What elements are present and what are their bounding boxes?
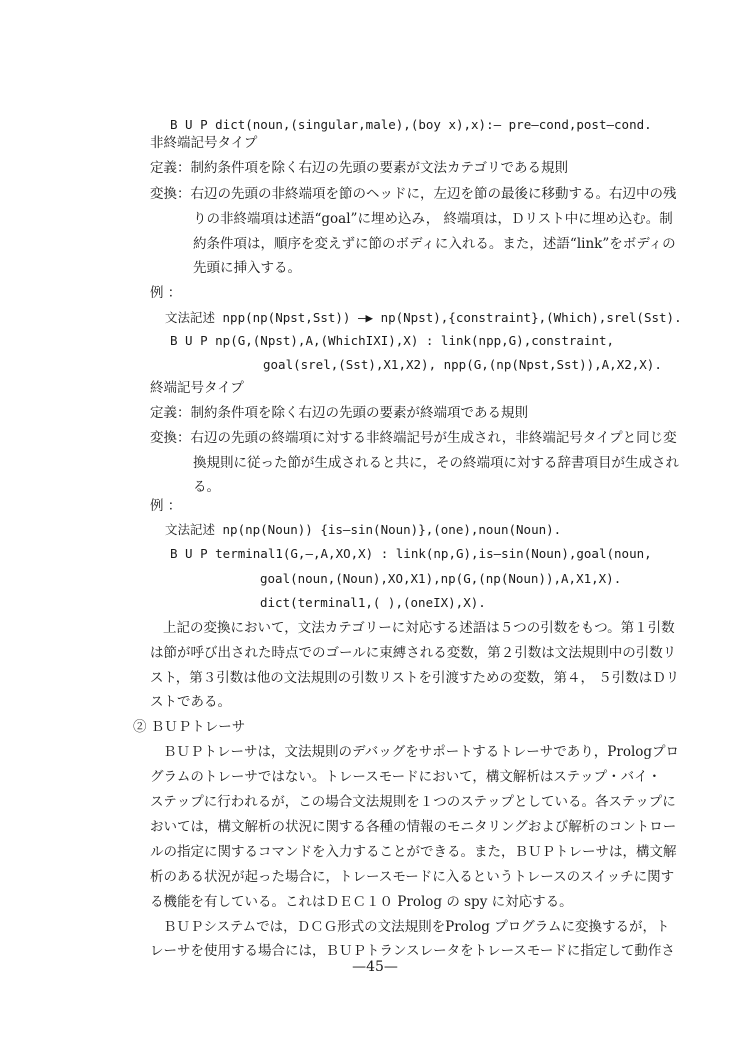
text-line: 換規則に従った節が生成されると共に，その終端項に対する辞書項目が生成され <box>193 455 679 471</box>
text-line: 定義：制約条件項を除く右辺の先頭の要素が終端項である規則 <box>150 405 528 421</box>
text-line: 先頭に挿入する。 <box>193 260 301 276</box>
text-line: 変換：右辺の先頭の終端項に対する非終端記号が生成され，非終端記号タイプと同じ変 <box>150 430 677 446</box>
text-line: は節が呼び出された時点でのゴールに束縛される変数，第２引数は文法規則中の引数リ <box>150 645 677 661</box>
text-line: B U P terminal1(G,—,A,XO,X) : link(np,G),is—sin(Noun),goal(noun, <box>170 546 652 561</box>
text-line: 上記の変換において，文法カテゴリーに対応する述語は５つの引数をもつ。第１引数 <box>163 620 675 636</box>
text-line: ＢＵＰシステムでは，ＤＣＧ形式の文法規則をProlog プログラムに変換するが，ト <box>163 919 670 935</box>
text-line: 例 ： <box>150 498 182 514</box>
text-line: る。 <box>193 479 220 495</box>
text-line: goal(srel,(Sst),X1,X2), npp(G,(np(Npst,Sst)),A,X2,X). <box>263 357 662 372</box>
text-line: ステップに行われるが，この場合文法規則を１つのステップとしている。各ステップに <box>150 794 676 810</box>
text-line: ＢＵＰトレーサは，文法規則のデバッグをサポートするトレーサであり，Prologプロ <box>163 744 680 760</box>
text-line: グラムのトレーサではない。トレースモードにおいて，構文解析はステップ・バイ・ <box>150 769 662 785</box>
text-line: 例 ： <box>150 285 182 301</box>
text-line: レーサを使用する場合には，ＢＵＰトランスレータをトレースモードに指定して動作さ <box>150 943 675 959</box>
text-line: ルの指定に関するコマンドを入力することができる。また，ＢＵＰトレーサは，構文解 <box>150 844 677 860</box>
text-line: dict(terminal1,( ),(oneIX),X). <box>260 595 486 610</box>
text-line: おいては，構文解析の状況に関する各種の情報のモニタリングおよび解析のコントロー <box>150 819 677 835</box>
text-line: 約条件項は，順序を変えずに節のボディに入れる。また，述語“link”をボディの <box>193 236 676 252</box>
text-line: スト，第３引数は他の文法規則の引数リストを引渡すための変数，第４， ５引数はＤリ <box>150 670 680 686</box>
text-line: る機能を有している。これはＤＥＣ１０ Prolog の spy に対応する。 <box>150 894 573 910</box>
text-line: 変換：右辺の先頭の非終端項を節のヘッドに，左辺を節の最後に移動する。右辺中の残 <box>150 186 677 202</box>
text-line: りの非終端項は述語“goal”に埋め込み， 終端項は，Ｄリスト中に埋め込む。制 <box>193 211 673 227</box>
text-line: B U P dict(noun,(singular,male),(boy x),x):— pre—cond,post—cond. <box>170 117 652 132</box>
text-line: 文法記述 np(np(Noun)) {is—sin(Noun)},(one),noun(Noun). <box>165 522 562 537</box>
text-line: 終端記号タイプ <box>150 380 244 396</box>
text-line: ② ＢＵＰトレーサ <box>133 719 246 735</box>
text-line: 非終端記号タイプ <box>150 135 258 151</box>
text-line: 析のある状況が起った場合に，トレースモードに入るというトレースのスイッチに関す <box>150 869 675 885</box>
text-line: ストである。 <box>150 694 231 710</box>
text-line: 定義：制約条件項を除く右辺の先頭の要素が文法カテゴリである規則 <box>150 160 568 176</box>
text-line: goal(noun,(Noun),XO,X1),np(G,(np(Noun)),A,X1,X). <box>260 571 622 586</box>
text-line: B U P np(G,(Npst),A,(WhichIXI),X) : link(npp,G),constraint, <box>170 333 615 348</box>
page-number: —45— <box>352 959 398 975</box>
text-line: 文法記述 npp(np(Npst,Sst)) —▶ np(Npst),{constraint},(Which),srel(Sst). <box>165 310 682 325</box>
